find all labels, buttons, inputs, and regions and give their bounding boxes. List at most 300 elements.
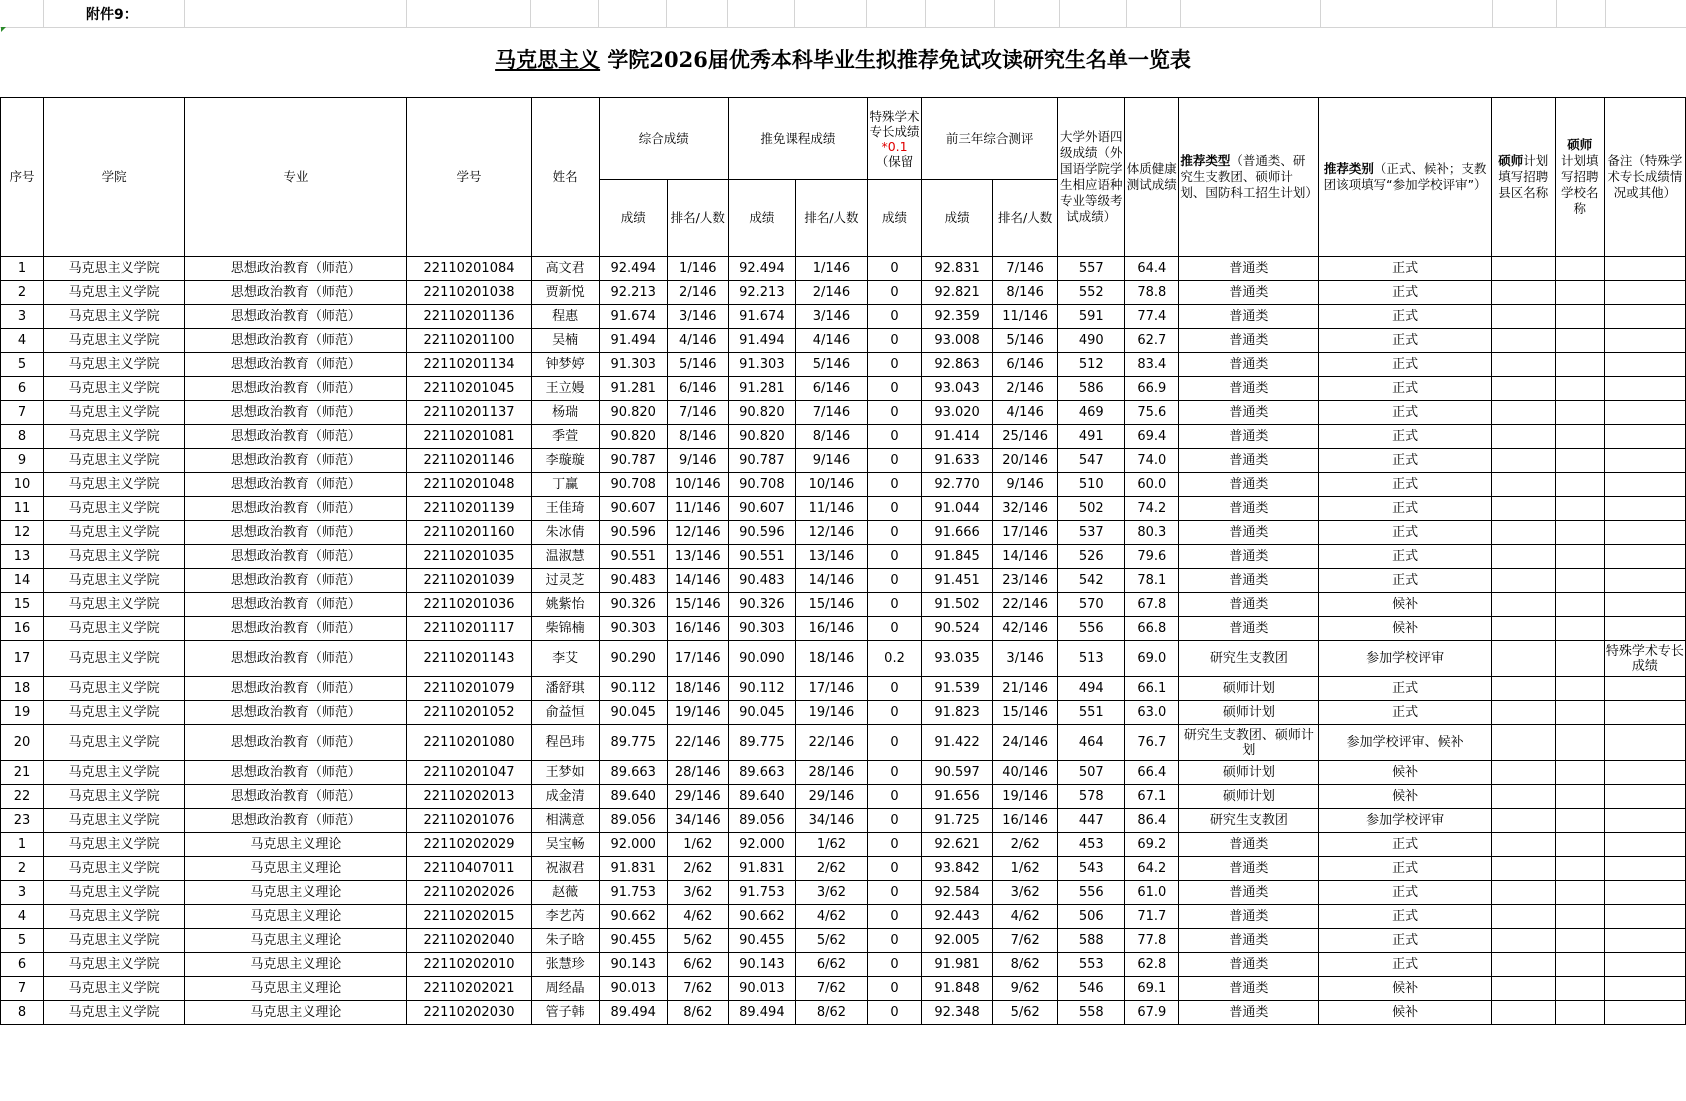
cell-ms-school bbox=[1555, 305, 1604, 329]
cell-rec-category: 正式 bbox=[1319, 929, 1491, 953]
cell-college: 马克思主义学院 bbox=[44, 929, 185, 953]
cell-course-score: 89.056 bbox=[728, 809, 795, 833]
cell-major: 马克思主义理论 bbox=[185, 905, 407, 929]
header-course-score: 成绩 bbox=[728, 180, 795, 257]
cell-course-score: 92.000 bbox=[728, 833, 795, 857]
cell-health: 76.7 bbox=[1125, 725, 1179, 761]
cell-cet4: 526 bbox=[1058, 545, 1125, 569]
grid-cell bbox=[925, 0, 995, 27]
grid-cell bbox=[1556, 0, 1606, 27]
cell-eval-score: 91.725 bbox=[922, 809, 993, 833]
cell-name: 贾新悦 bbox=[531, 281, 599, 305]
cell-rec-category: 正式 bbox=[1319, 881, 1491, 905]
cell-college: 马克思主义学院 bbox=[44, 473, 185, 497]
cell-special-score: 0 bbox=[867, 725, 921, 761]
cell-overall-rank: 13/146 bbox=[667, 545, 728, 569]
grid-cell bbox=[598, 0, 667, 27]
cell-eval-rank: 23/146 bbox=[993, 569, 1058, 593]
cell-student-id: 22110201045 bbox=[407, 377, 531, 401]
cell-course-score: 92.494 bbox=[728, 257, 795, 281]
cell-remark bbox=[1604, 257, 1685, 281]
cell-course-score: 90.662 bbox=[728, 905, 795, 929]
cell-eval-rank: 3/146 bbox=[993, 641, 1058, 677]
cell-name: 李璇璇 bbox=[531, 449, 599, 473]
cell-course-score: 90.607 bbox=[728, 497, 795, 521]
cell-college: 马克思主义学院 bbox=[44, 785, 185, 809]
cell-special-score: 0 bbox=[867, 305, 921, 329]
cell-overall-score: 90.787 bbox=[599, 449, 667, 473]
cell-course-rank: 7/62 bbox=[795, 977, 867, 1001]
cell-major: 马克思主义理论 bbox=[185, 833, 407, 857]
cell-course-rank: 5/62 bbox=[795, 929, 867, 953]
cell-overall-rank: 11/146 bbox=[667, 497, 728, 521]
cell-college: 马克思主义学院 bbox=[44, 881, 185, 905]
cell-college: 马克思主义学院 bbox=[44, 905, 185, 929]
cell-major: 思想政治教育（师范） bbox=[185, 701, 407, 725]
cell-overall-rank: 4/146 bbox=[667, 329, 728, 353]
cell-rec-type: 普通类 bbox=[1179, 857, 1319, 881]
cell-student-id: 22110201134 bbox=[407, 353, 531, 377]
grid-cell bbox=[994, 0, 1060, 27]
cell-overall-score: 91.281 bbox=[599, 377, 667, 401]
header-ms-county bbox=[1491, 98, 1555, 257]
cell-student-id: 22110201036 bbox=[407, 593, 531, 617]
cell-special-score: 0 bbox=[867, 809, 921, 833]
cell-eval-score: 90.597 bbox=[922, 761, 993, 785]
cell-college: 马克思主义学院 bbox=[44, 761, 185, 785]
cell-course-rank: 9/146 bbox=[795, 449, 867, 473]
cell-college: 马克思主义学院 bbox=[44, 857, 185, 881]
cell-special-score: 0 bbox=[867, 929, 921, 953]
cell-course-score: 91.674 bbox=[728, 305, 795, 329]
cell-ms-school bbox=[1555, 725, 1604, 761]
cell-special-score: 0 bbox=[867, 833, 921, 857]
cell-student-id: 22110201146 bbox=[407, 449, 531, 473]
cell-health: 66.1 bbox=[1125, 677, 1179, 701]
cell-rec-type: 硕师计划 bbox=[1179, 677, 1319, 701]
cell-name: 吴宝畅 bbox=[531, 833, 599, 857]
cell-rec-type: 研究生支教团、硕师计划 bbox=[1179, 725, 1319, 761]
cell-overall-rank: 3/62 bbox=[667, 881, 728, 905]
cell-course-score: 90.787 bbox=[728, 449, 795, 473]
cell-remark bbox=[1604, 725, 1685, 761]
cell-rec-type: 普通类 bbox=[1179, 521, 1319, 545]
cell-college: 马克思主义学院 bbox=[44, 281, 185, 305]
cell-health: 77.8 bbox=[1125, 929, 1179, 953]
grid-cell bbox=[1320, 0, 1493, 27]
cell-eval-rank: 17/146 bbox=[993, 521, 1058, 545]
cell-rec-type: 普通类 bbox=[1179, 953, 1319, 977]
cell-seq: 3 bbox=[1, 305, 44, 329]
cell-special-score: 0.2 bbox=[867, 641, 921, 677]
cell-rec-type: 普通类 bbox=[1179, 329, 1319, 353]
cell-ms-school bbox=[1555, 809, 1604, 833]
cell-health: 74.2 bbox=[1125, 497, 1179, 521]
cell-ms-county bbox=[1491, 953, 1555, 977]
cell-name: 王立嫚 bbox=[531, 377, 599, 401]
cell-course-rank: 4/146 bbox=[795, 329, 867, 353]
cell-eval-rank: 2/146 bbox=[993, 377, 1058, 401]
cell-eval-rank: 7/62 bbox=[993, 929, 1058, 953]
cell-college: 马克思主义学院 bbox=[44, 953, 185, 977]
cell-course-score: 90.455 bbox=[728, 929, 795, 953]
cell-cet4: 537 bbox=[1058, 521, 1125, 545]
cell-health: 62.8 bbox=[1125, 953, 1179, 977]
header-special-factor: *0.1 bbox=[881, 138, 908, 154]
table-row bbox=[1, 701, 1686, 725]
cell-cet4: 543 bbox=[1058, 857, 1125, 881]
cell-overall-rank: 2/62 bbox=[667, 857, 728, 881]
cell-special-score: 0 bbox=[867, 569, 921, 593]
header-overall-score: 成绩 bbox=[599, 180, 667, 257]
cell-ms-county bbox=[1491, 701, 1555, 725]
cell-remark bbox=[1604, 497, 1685, 521]
cell-remark bbox=[1604, 377, 1685, 401]
cell-rec-type: 普通类 bbox=[1179, 305, 1319, 329]
cell-overall-score: 91.674 bbox=[599, 305, 667, 329]
cell-overall-score: 89.056 bbox=[599, 809, 667, 833]
cell-remark bbox=[1604, 833, 1685, 857]
cell-name: 相满意 bbox=[531, 809, 599, 833]
cell-eval-score: 92.831 bbox=[922, 257, 993, 281]
cell-major: 思想政治教育（师范） bbox=[185, 545, 407, 569]
cell-overall-score: 89.775 bbox=[599, 725, 667, 761]
cell-special-score: 0 bbox=[867, 785, 921, 809]
cell-ms-school bbox=[1555, 353, 1604, 377]
cell-overall-score: 91.831 bbox=[599, 857, 667, 881]
cell-name: 俞益恒 bbox=[531, 701, 599, 725]
cell-ms-county bbox=[1491, 473, 1555, 497]
cell-ms-school bbox=[1555, 545, 1604, 569]
cell-student-id: 22110201100 bbox=[407, 329, 531, 353]
header-special-label: 特殊学术专长成绩 bbox=[869, 108, 920, 139]
cell-college: 马克思主义学院 bbox=[44, 725, 185, 761]
cell-seq: 10 bbox=[1, 473, 44, 497]
cell-health: 86.4 bbox=[1125, 809, 1179, 833]
cell-special-score: 0 bbox=[867, 281, 921, 305]
cell-course-rank: 15/146 bbox=[795, 593, 867, 617]
cell-special-score: 0 bbox=[867, 977, 921, 1001]
table-row bbox=[1, 305, 1686, 329]
cell-remark bbox=[1604, 281, 1685, 305]
cell-eval-rank: 32/146 bbox=[993, 497, 1058, 521]
cell-course-rank: 13/146 bbox=[795, 545, 867, 569]
cell-eval-rank: 19/146 bbox=[993, 785, 1058, 809]
cell-ms-school bbox=[1555, 1001, 1604, 1025]
cell-ms-school bbox=[1555, 425, 1604, 449]
cell-seq: 4 bbox=[1, 905, 44, 929]
cell-name: 温淑慧 bbox=[531, 545, 599, 569]
table-row bbox=[1, 617, 1686, 641]
cell-college: 马克思主义学院 bbox=[44, 521, 185, 545]
cell-seq: 8 bbox=[1, 425, 44, 449]
cell-course-rank: 22/146 bbox=[795, 725, 867, 761]
cell-course-rank: 16/146 bbox=[795, 617, 867, 641]
cell-eval-rank: 5/146 bbox=[993, 329, 1058, 353]
header-rec-type-bold: 推荐类型 bbox=[1180, 153, 1231, 168]
cell-rec-category: 正式 bbox=[1319, 281, 1491, 305]
cell-special-score: 0 bbox=[867, 257, 921, 281]
cell-college: 马克思主义学院 bbox=[44, 593, 185, 617]
cell-remark bbox=[1604, 677, 1685, 701]
cell-remark bbox=[1604, 425, 1685, 449]
cell-name: 季萱 bbox=[531, 425, 599, 449]
cell-course-score: 90.483 bbox=[728, 569, 795, 593]
cell-rec-category: 正式 bbox=[1319, 953, 1491, 977]
cell-course-score: 91.753 bbox=[728, 881, 795, 905]
table-row bbox=[1, 809, 1686, 833]
cell-ms-county bbox=[1491, 281, 1555, 305]
cell-overall-score: 90.143 bbox=[599, 953, 667, 977]
cell-course-score: 89.640 bbox=[728, 785, 795, 809]
cell-student-id: 22110201139 bbox=[407, 497, 531, 521]
cell-cet4: 556 bbox=[1058, 617, 1125, 641]
cell-cet4: 510 bbox=[1058, 473, 1125, 497]
cell-eval-rank: 42/146 bbox=[993, 617, 1058, 641]
cell-ms-school bbox=[1555, 473, 1604, 497]
cell-eval-score: 92.348 bbox=[922, 1001, 993, 1025]
cell-name: 姚紫怡 bbox=[531, 593, 599, 617]
cell-course-rank: 29/146 bbox=[795, 785, 867, 809]
cell-rec-type: 研究生支教团 bbox=[1179, 641, 1319, 677]
cell-major: 马克思主义理论 bbox=[185, 1001, 407, 1025]
cell-major: 思想政治教育（师范） bbox=[185, 809, 407, 833]
cell-ms-school bbox=[1555, 257, 1604, 281]
cell-major: 思想政治教育（师范） bbox=[185, 641, 407, 677]
grid-cell bbox=[727, 0, 795, 27]
cell-rec-category: 正式 bbox=[1319, 701, 1491, 725]
cell-rec-type: 普通类 bbox=[1179, 257, 1319, 281]
grid-cell bbox=[530, 0, 599, 27]
cell-major: 思想政治教育（师范） bbox=[185, 521, 407, 545]
cell-overall-score: 90.326 bbox=[599, 593, 667, 617]
cell-overall-score: 90.662 bbox=[599, 905, 667, 929]
cell-rec-type: 普通类 bbox=[1179, 497, 1319, 521]
cell-course-rank: 7/146 bbox=[795, 401, 867, 425]
cell-special-score: 0 bbox=[867, 677, 921, 701]
cell-overall-score: 92.000 bbox=[599, 833, 667, 857]
cell-ms-school bbox=[1555, 977, 1604, 1001]
cell-student-id: 22110201052 bbox=[407, 701, 531, 725]
cell-name: 李艺芮 bbox=[531, 905, 599, 929]
cell-rec-category: 正式 bbox=[1319, 353, 1491, 377]
cell-rec-category: 正式 bbox=[1319, 905, 1491, 929]
cell-health: 69.1 bbox=[1125, 977, 1179, 1001]
cell-rec-category: 正式 bbox=[1319, 329, 1491, 353]
table-row bbox=[1, 641, 1686, 677]
header-college: 学院 bbox=[44, 98, 185, 257]
cell-eval-rank: 24/146 bbox=[993, 725, 1058, 761]
cell-name: 柴锦楠 bbox=[531, 617, 599, 641]
cell-eval-score: 93.035 bbox=[922, 641, 993, 677]
cell-eval-rank: 6/146 bbox=[993, 353, 1058, 377]
recommendation-table bbox=[0, 97, 1686, 1025]
cell-rec-type: 硕师计划 bbox=[1179, 785, 1319, 809]
cell-course-rank: 12/146 bbox=[795, 521, 867, 545]
table-row bbox=[1, 929, 1686, 953]
table-row bbox=[1, 401, 1686, 425]
cell-seq: 1 bbox=[1, 257, 44, 281]
cell-special-score: 0 bbox=[867, 1001, 921, 1025]
cell-course-rank: 8/146 bbox=[795, 425, 867, 449]
grid-cell bbox=[1126, 0, 1181, 27]
header-eval-rank: 排名/人数 bbox=[993, 180, 1058, 257]
cell-name: 管子韩 bbox=[531, 1001, 599, 1025]
cell-overall-score: 89.494 bbox=[599, 1001, 667, 1025]
cell-student-id: 22110202010 bbox=[407, 953, 531, 977]
cell-overall-rank: 29/146 bbox=[667, 785, 728, 809]
cell-ms-county bbox=[1491, 617, 1555, 641]
cell-eval-rank: 21/146 bbox=[993, 677, 1058, 701]
cell-college: 马克思主义学院 bbox=[44, 377, 185, 401]
cell-special-score: 0 bbox=[867, 401, 921, 425]
cell-course-score: 90.112 bbox=[728, 677, 795, 701]
table-row bbox=[1, 257, 1686, 281]
cell-remark bbox=[1604, 545, 1685, 569]
cell-special-score: 0 bbox=[867, 377, 921, 401]
cell-student-id: 22110201137 bbox=[407, 401, 531, 425]
cell-eval-score: 91.539 bbox=[922, 677, 993, 701]
cell-course-score: 91.494 bbox=[728, 329, 795, 353]
cell-cet4: 490 bbox=[1058, 329, 1125, 353]
cell-cet4: 556 bbox=[1058, 881, 1125, 905]
title-main: 学院2026届优秀本科毕业生拟推荐免试攻读研究生名单一览表 bbox=[607, 47, 1191, 72]
cell-name: 朱冰倩 bbox=[531, 521, 599, 545]
cell-college: 马克思主义学院 bbox=[44, 305, 185, 329]
cell-college: 马克思主义学院 bbox=[44, 497, 185, 521]
cell-major: 思想政治教育（师范） bbox=[185, 425, 407, 449]
active-cell-marker bbox=[1, 27, 6, 32]
cell-remark bbox=[1604, 953, 1685, 977]
cell-seq: 16 bbox=[1, 617, 44, 641]
cell-eval-score: 92.863 bbox=[922, 353, 993, 377]
cell-seq: 2 bbox=[1, 281, 44, 305]
cell-ms-county bbox=[1491, 377, 1555, 401]
cell-rec-type: 普通类 bbox=[1179, 353, 1319, 377]
cell-cet4: 578 bbox=[1058, 785, 1125, 809]
cell-special-score: 0 bbox=[867, 545, 921, 569]
cell-college: 马克思主义学院 bbox=[44, 809, 185, 833]
cell-remark bbox=[1604, 785, 1685, 809]
cell-eval-rank: 25/146 bbox=[993, 425, 1058, 449]
cell-rec-type: 普通类 bbox=[1179, 545, 1319, 569]
cell-cet4: 591 bbox=[1058, 305, 1125, 329]
table-row bbox=[1, 977, 1686, 1001]
cell-name: 潘舒琪 bbox=[531, 677, 599, 701]
cell-name: 王佳琦 bbox=[531, 497, 599, 521]
cell-eval-rank: 22/146 bbox=[993, 593, 1058, 617]
header-overall-rank: 排名/人数 bbox=[667, 180, 728, 257]
cell-rec-type: 普通类 bbox=[1179, 881, 1319, 905]
cell-eval-rank: 40/146 bbox=[993, 761, 1058, 785]
cell-name: 张慧珍 bbox=[531, 953, 599, 977]
cell-course-rank: 8/62 bbox=[795, 1001, 867, 1025]
header-ms-school-bold: 硕师 bbox=[1567, 137, 1593, 152]
header-eval3: 前三年综合测评 bbox=[922, 98, 1058, 180]
cell-college: 马克思主义学院 bbox=[44, 353, 185, 377]
cell-cet4: 546 bbox=[1058, 977, 1125, 1001]
cell-overall-rank: 10/146 bbox=[667, 473, 728, 497]
cell-ms-county bbox=[1491, 593, 1555, 617]
cell-special-score: 0 bbox=[867, 521, 921, 545]
cell-cet4: 447 bbox=[1058, 809, 1125, 833]
cell-seq: 22 bbox=[1, 785, 44, 809]
cell-major: 思想政治教育（师范） bbox=[185, 725, 407, 761]
cell-eval-rank: 14/146 bbox=[993, 545, 1058, 569]
cell-ms-county bbox=[1491, 677, 1555, 701]
cell-eval-score: 91.656 bbox=[922, 785, 993, 809]
cell-eval-score: 91.044 bbox=[922, 497, 993, 521]
cell-remark bbox=[1604, 977, 1685, 1001]
cell-ms-school bbox=[1555, 377, 1604, 401]
cell-rec-category: 候补 bbox=[1319, 617, 1491, 641]
cell-rec-category: 参加学校评审、候补 bbox=[1319, 725, 1491, 761]
cell-seq: 18 bbox=[1, 677, 44, 701]
cell-health: 67.9 bbox=[1125, 1001, 1179, 1025]
table-row bbox=[1, 785, 1686, 809]
cell-remark bbox=[1604, 617, 1685, 641]
cell-course-rank: 19/146 bbox=[795, 701, 867, 725]
cell-seq: 17 bbox=[1, 641, 44, 677]
cell-remark bbox=[1604, 857, 1685, 881]
cell-student-id: 22110201117 bbox=[407, 617, 531, 641]
cell-course-rank: 11/146 bbox=[795, 497, 867, 521]
cell-health: 69.0 bbox=[1125, 641, 1179, 677]
cell-ms-county bbox=[1491, 449, 1555, 473]
cell-special-score: 0 bbox=[867, 905, 921, 929]
cell-student-id: 22110201080 bbox=[407, 725, 531, 761]
table-row bbox=[1, 353, 1686, 377]
cell-college: 马克思主义学院 bbox=[44, 833, 185, 857]
cell-remark bbox=[1604, 761, 1685, 785]
cell-rec-type: 普通类 bbox=[1179, 449, 1319, 473]
cell-cet4: 558 bbox=[1058, 1001, 1125, 1025]
cell-ms-school bbox=[1555, 521, 1604, 545]
cell-ms-school bbox=[1555, 857, 1604, 881]
cell-remark bbox=[1604, 305, 1685, 329]
cell-cet4: 464 bbox=[1058, 725, 1125, 761]
cell-remark bbox=[1604, 449, 1685, 473]
cell-overall-rank: 34/146 bbox=[667, 809, 728, 833]
cell-ms-county bbox=[1491, 545, 1555, 569]
cell-rec-type: 普通类 bbox=[1179, 569, 1319, 593]
cell-seq: 8 bbox=[1, 1001, 44, 1025]
cell-student-id: 22110202040 bbox=[407, 929, 531, 953]
table-body bbox=[1, 257, 1686, 1025]
table-row bbox=[1, 953, 1686, 977]
cell-eval-score: 92.005 bbox=[922, 929, 993, 953]
cell-seq: 11 bbox=[1, 497, 44, 521]
cell-overall-score: 90.820 bbox=[599, 425, 667, 449]
cell-eval-score: 91.633 bbox=[922, 449, 993, 473]
cell-ms-school bbox=[1555, 617, 1604, 641]
cell-special-score: 0 bbox=[867, 617, 921, 641]
cell-rec-category: 正式 bbox=[1319, 569, 1491, 593]
cell-special-score: 0 bbox=[867, 701, 921, 725]
header-rec-category bbox=[1319, 98, 1491, 257]
cell-rec-type: 普通类 bbox=[1179, 833, 1319, 857]
cell-eval-score: 92.584 bbox=[922, 881, 993, 905]
cell-cet4: 494 bbox=[1058, 677, 1125, 701]
header-foreign-language: 大学外语四级成绩（外国语学院学生相应语种专业等级考试成绩） bbox=[1058, 98, 1125, 257]
cell-course-rank: 3/146 bbox=[795, 305, 867, 329]
cell-ms-county bbox=[1491, 329, 1555, 353]
cell-ms-school bbox=[1555, 401, 1604, 425]
cell-health: 62.7 bbox=[1125, 329, 1179, 353]
cell-college: 马克思主义学院 bbox=[44, 569, 185, 593]
cell-cet4: 588 bbox=[1058, 929, 1125, 953]
cell-ms-county bbox=[1491, 761, 1555, 785]
